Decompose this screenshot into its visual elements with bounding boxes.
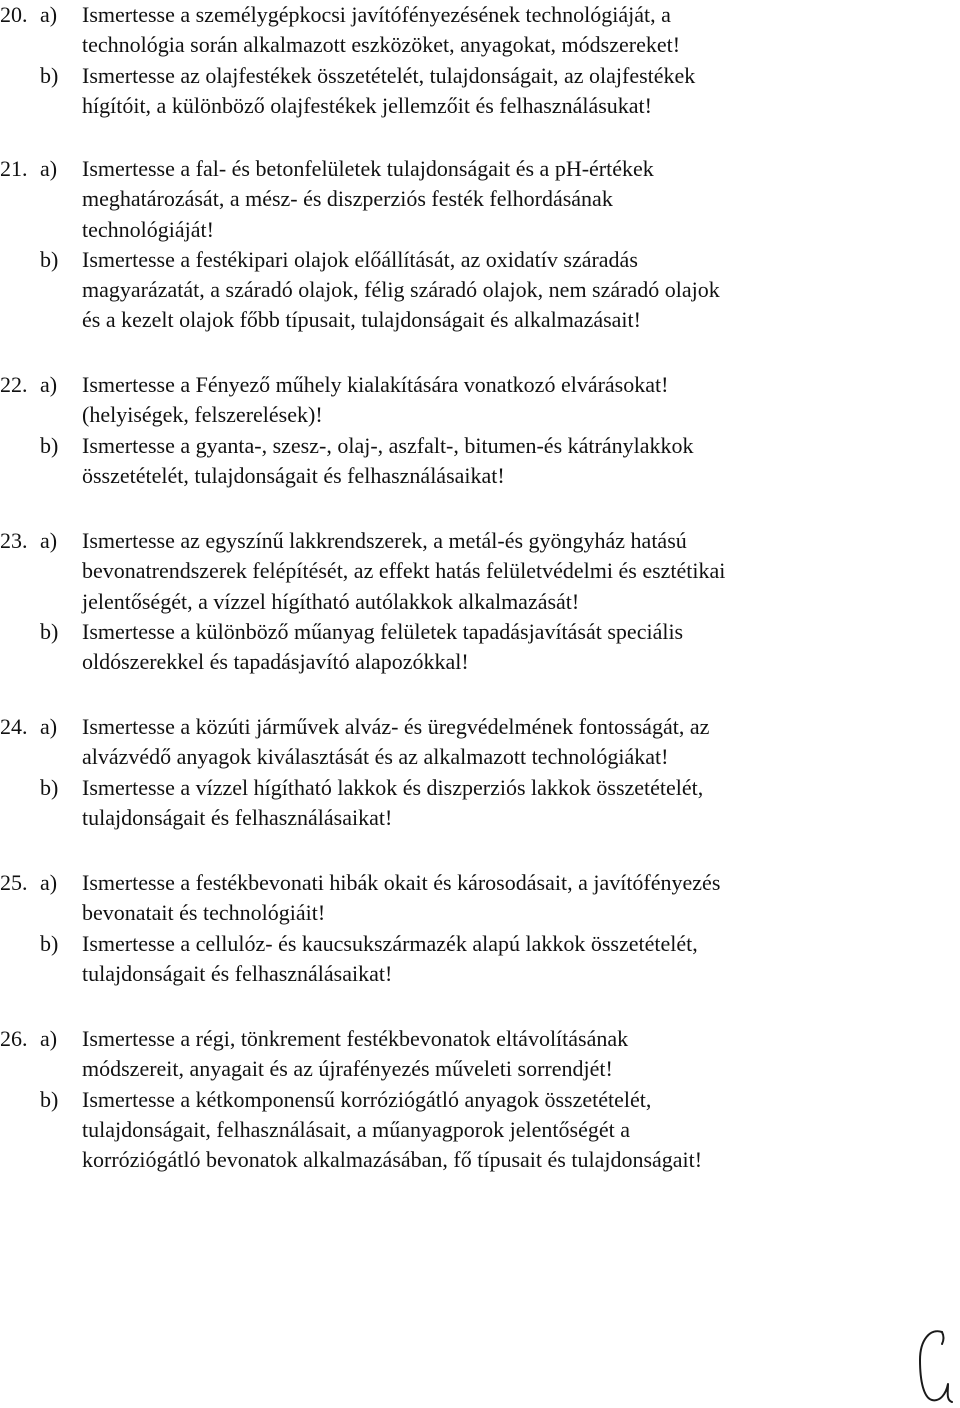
question-part-a bbox=[0, 526, 940, 617]
question-part-a bbox=[0, 370, 940, 431]
question-number: 26. bbox=[0, 1026, 28, 1051]
part-letter: a) bbox=[40, 372, 58, 397]
text-line: magyarázatát, a száradó olajok, félig száradó olajok, nem száradó olajok bbox=[82, 277, 720, 303]
part-letter: b) bbox=[40, 930, 59, 956]
text-line: Ismertesse a különböző műanyag felületek tapadásjavítását speciális bbox=[82, 618, 684, 644]
question-25 bbox=[0, 868, 940, 989]
part-letter: a) bbox=[40, 1026, 58, 1051]
question-number: 23. bbox=[0, 528, 28, 553]
text-line: Ismertesse a személygépkocsi javítófényezésének technológiáját, a bbox=[82, 2, 671, 27]
text-line: bevonatait és technológiáit! bbox=[82, 900, 326, 926]
part-text bbox=[82, 245, 940, 336]
part-letter: a) bbox=[40, 528, 58, 553]
part-text bbox=[82, 868, 940, 929]
part-text bbox=[82, 370, 940, 431]
part-text bbox=[82, 1085, 940, 1176]
question-22 bbox=[0, 370, 940, 491]
part-text bbox=[82, 1024, 940, 1085]
text-line: alvázvédő anyagok kiválasztását és az alkalmazott technológiákat! bbox=[82, 744, 669, 770]
question-part-b bbox=[0, 245, 940, 336]
text-line: technológiáját! bbox=[82, 216, 214, 242]
question-part-b bbox=[0, 431, 940, 492]
part-text bbox=[82, 154, 940, 245]
question-23 bbox=[0, 526, 940, 677]
question-number: 24. bbox=[0, 714, 28, 739]
question-number: 21. bbox=[0, 156, 28, 181]
part-text bbox=[82, 773, 940, 834]
text-line: jelentőségét, a vízzel hígítható autólakkok alkalmazását! bbox=[82, 588, 580, 614]
part-text bbox=[82, 526, 940, 617]
text-line: tulajdonságait és felhasználásaikat! bbox=[82, 804, 393, 830]
text-line: Ismertesse a festékbevonati hibák okait és károsodásait, a javítófényezés bbox=[82, 870, 721, 895]
text-line: összetételét, tulajdonságait és felhasználásaikat! bbox=[82, 462, 505, 488]
text-line: hígítóit, a különböző olajfestékek jellemzőit és felhasználásukat! bbox=[82, 92, 652, 118]
text-line: Ismertesse a kétkomponensű korróziógátló anyagok összetételét, bbox=[82, 1086, 652, 1112]
question-number: 22. bbox=[0, 372, 28, 397]
text-line: tulajdonságait, felhasználásait, a műanyagporok jelentőségét a bbox=[82, 1116, 630, 1142]
question-number: 20. bbox=[0, 2, 28, 27]
part-letter: b) bbox=[40, 62, 59, 88]
handwritten-mark-icon bbox=[912, 1326, 956, 1406]
text-line: Ismertesse a régi, tönkrement festékbevonatok eltávolításának bbox=[82, 1026, 629, 1051]
part-letter: b) bbox=[40, 618, 59, 644]
text-line: Ismertesse a fal- és betonfelületek tulajdonságait és a pH-értékek bbox=[82, 156, 654, 181]
text-line: meghatározását, a mész- és diszperziós festék felhordásának bbox=[82, 186, 613, 212]
text-line: (helyiségek, felszerelések)! bbox=[82, 402, 323, 428]
text-line: Ismertesse a közúti járművek alváz- és üregvédelmének fontosságát, az bbox=[82, 714, 710, 739]
question-part-a bbox=[0, 868, 940, 929]
text-line: és a kezelt olajok főbb típusait, tulajdonságait és alkalmazásait! bbox=[82, 307, 641, 333]
part-letter: a) bbox=[40, 156, 58, 181]
text-line: Ismertesse az egyszínű lakkrendszerek, a metál-és gyöngyház hatású bbox=[82, 528, 687, 553]
part-text bbox=[82, 617, 940, 678]
text-line: tulajdonságait és felhasználásaikat! bbox=[82, 960, 393, 986]
question-26 bbox=[0, 1024, 940, 1175]
text-line: bevonatrendszerek felépítését, az effekt hatás felületvédelmi és esztétikai bbox=[82, 558, 726, 584]
part-text bbox=[82, 929, 940, 990]
question-part-b bbox=[0, 929, 940, 990]
question-21 bbox=[0, 154, 940, 336]
question-part-a bbox=[0, 0, 940, 61]
text-line: oldószerekkel és tapadásjavító alapozókkal! bbox=[82, 649, 469, 675]
question-part-b bbox=[0, 1085, 940, 1176]
part-letter: b) bbox=[40, 774, 59, 800]
question-part-b bbox=[0, 617, 940, 678]
question-part-a bbox=[0, 154, 940, 245]
text-line: Ismertesse a festékipari olajok előállítását, az oxidatív száradás bbox=[82, 246, 638, 272]
part-letter: b) bbox=[40, 1086, 59, 1112]
question-part-a bbox=[0, 1024, 940, 1085]
question-part-a bbox=[0, 712, 940, 773]
question-20 bbox=[0, 0, 940, 121]
question-number: 25. bbox=[0, 870, 28, 895]
text-line: módszereit, anyagait és az újrafényezés műveleti sorrendjét! bbox=[82, 1056, 613, 1082]
text-line: korróziógátló bevonatok alkalmazásában, fő típusait és tulajdonságait! bbox=[82, 1147, 703, 1173]
text-line: Ismertesse a Fényező műhely kialakítására vonatkozó elvárásokat! bbox=[82, 372, 669, 397]
part-text bbox=[82, 712, 940, 773]
text-line: Ismertesse a gyanta-, szesz-, olaj-, aszfalt-, bitumen-és kátránylakkok bbox=[82, 432, 694, 458]
part-text bbox=[82, 431, 940, 492]
text-line: Ismertesse az olajfestékek összetételét, tulajdonságait, az olajfestékek bbox=[82, 62, 696, 88]
text-line: Ismertesse a cellulóz- és kaucsukszármazék alapú lakkok összetételét, bbox=[82, 930, 698, 956]
question-part-b bbox=[0, 773, 940, 834]
part-letter: b) bbox=[40, 432, 59, 458]
part-letter: a) bbox=[40, 2, 58, 27]
question-24 bbox=[0, 712, 940, 833]
part-text bbox=[82, 61, 940, 122]
text-line: technológia során alkalmazott eszközöket, anyagokat, módszereket! bbox=[82, 32, 681, 58]
part-letter: a) bbox=[40, 870, 58, 895]
text-line: Ismertesse a vízzel hígítható lakkok és diszperziós lakkok összetételét, bbox=[82, 774, 704, 800]
part-letter: b) bbox=[40, 246, 59, 272]
question-part-b bbox=[0, 61, 940, 122]
part-text bbox=[82, 0, 940, 61]
part-letter: a) bbox=[40, 714, 58, 739]
